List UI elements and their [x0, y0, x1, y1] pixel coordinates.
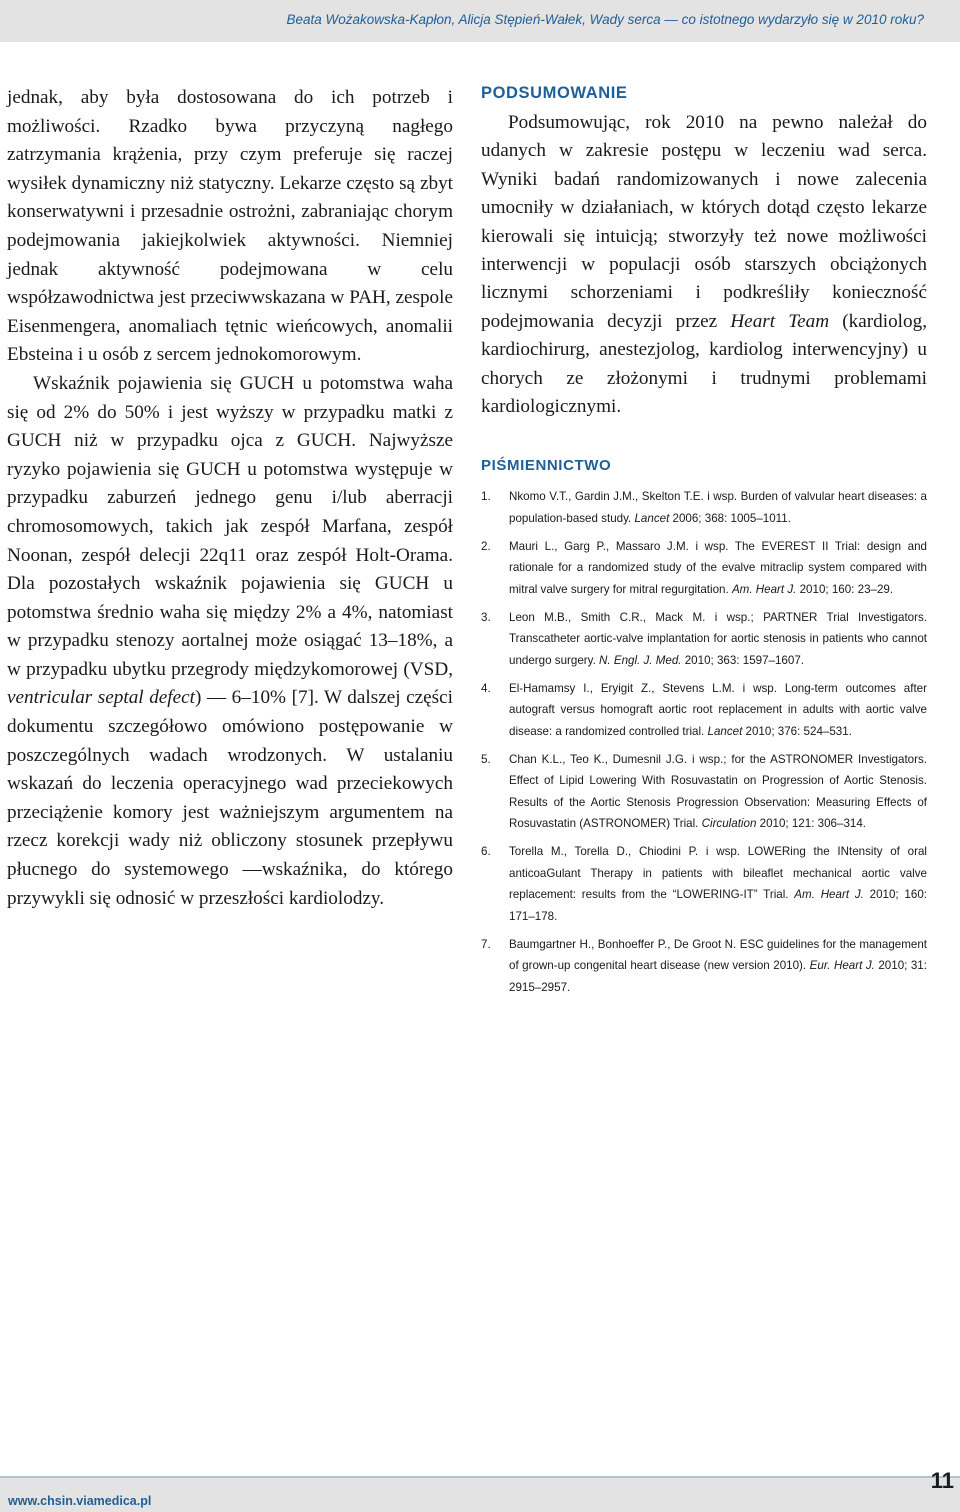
journal-name: Lancet [707, 724, 743, 738]
reference-item [481, 607, 927, 672]
reference-item [481, 678, 927, 743]
website-link[interactable]: www.chsin.viamedica.pl [8, 1494, 152, 1508]
reference-item [481, 841, 927, 927]
journal-name: Am. Heart J. [794, 888, 864, 902]
reference-text: Mauri L., Garg P., Massaro J.M. i wsp. The EVEREST II Trial: design and rationale for a randomized study of the evalve mitraclip system compared with mitral valve surgery for mitral regurgitation. [509, 539, 927, 596]
reference-citation: 2010; 160: 171–178. [509, 888, 927, 923]
footer-divider [0, 1476, 960, 1478]
reference-number: 6. [481, 845, 491, 859]
reference-number: 3. [481, 610, 491, 624]
reference-citation: 2010; 121: 306–314. [756, 817, 867, 831]
references-heading: PIŚMIENNICTWO [481, 457, 612, 475]
references-list [481, 486, 927, 998]
reference-citation: 2010; 160: 23–29. [796, 582, 894, 596]
reference-item [481, 749, 927, 835]
header-bar [0, 0, 960, 42]
reference-text: El-Hamamsy I., Eryigit Z., Stevens L.M. i wsp. Long-term outcomes after autograft versus homograft aortic root replacement in adults with aortic valve disease: a randomized controlled trial. [509, 681, 927, 738]
journal-name: Eur. Heart J. [809, 959, 875, 973]
body-text: Wskaźnik pojawienia się GUCH u potomstwa waha się od 2% do 50% i jest wyższy w przypadku matki z GUCH niż w przypadku ojca z GUCH. Najwyższe ryzyko pojawienia się GUCH u potomstwa występuje w przypadku zaburzeń jednego genu i/lub aberracji chromosomowych, takich jak zespół Marfana, zespół Noonan, zespół delecji 22q11 oraz zespół Holt-Orama. Dla pozostałych wskaźnik pojawienia się GUCH u potomstwa średnio waha się między 2% a 4%, natomiast w przypadku stenozy aortalnej może osiągać 13–18%, a w przypadku ubytku przegrody międzykomorowej (VSD, [7, 372, 453, 680]
body-text: ) — 6–10% [7]. W dalszej części dokumentu szczegółowo omówiono postępowanie w poszczególnych wadach wrodzonych. W ustalaniu wskazań do leczenia operacyjnego wad przeciekowych przeciążenie komory jest ważniejszym argumentem na rzecz korekcji wady niż obliczony stosunek przepływu płucnego do systemowego —wskaźnika, do którego przywykli się odnosić w przeszłości kardiolodzy. [7, 687, 453, 909]
italic-term: ventricular septal defect [7, 687, 195, 709]
summary-text: Podsumowując, rok 2010 na pewno należał do udanych w zakresie postępu w leczeniu wad serca. Wyniki badań randomizowanych i nowe zalecenia umocniły w działaniach, w których dotąd często lekarze kierowali się intuicją; stworzyły też nowe możliwości interwencji w populacji osób starszych obciążonych licznymi schorzeniami i podkreśliły konieczność podejmowania decyzji przez [481, 112, 927, 332]
reference-item [481, 536, 927, 601]
summary-heading: PODSUMOWANIE [481, 84, 628, 102]
journal-name: Am. Heart J. [731, 582, 797, 596]
reference-item [481, 486, 927, 529]
reference-text: Nkomo V.T., Gardin J.M., Skelton T.E. i wsp. Burden of valvular heart diseases: a population-based study. [509, 490, 927, 525]
reference-text: Chan K.L., Teo K., Dumesnil J.G. i wsp.; for the ASTRONOMER Investigators. Effect of Lipid Lowering With Rosuvastatin on Progression of Aortic Stenosis. Results of the Aortic Stenosis Progression Observation: Measuring Effects of Rosuvastatin (ASTRONOMER) Trial. [509, 752, 927, 831]
summary-text: (kardiolog, kardiochirurg, anestezjolog, kardiolog interwencyjny) u chorych ze złożonymi i trudnymi problemami kardiologicznymi. [481, 310, 927, 418]
reference-citation: 2006; 368: 1005–1011. [669, 511, 791, 525]
journal-name: Lancet [634, 511, 670, 525]
page-number: 11 [930, 1468, 954, 1493]
running-head: Beata Wożakowska-Kapłon, Alicja Stępień-Wałek, Wady serca — co istotnego wydarzyło się w 2010 roku? [286, 12, 924, 27]
reference-number: 4. [481, 681, 491, 695]
reference-number: 7. [481, 937, 491, 951]
summary-paragraph [481, 109, 927, 421]
right-column [481, 84, 927, 1005]
reference-text: Torella M., Torella D., Chiodini P. i wsp. LOWERing the INtensity of oral anticoaGulant Therapy in patients with bileaflet mechanical aortic valve replacement: results from the “LOWERING-IT” Trial. [509, 845, 927, 902]
reference-text: Baumgartner H., Bonhoeffer P., De Groot N. ESC guidelines for the management of grown-up congenital heart disease (new version 2010). [509, 937, 927, 973]
journal-name: Circulation [701, 817, 757, 831]
reference-item [481, 934, 927, 999]
reference-number: 1. [481, 490, 491, 504]
body-paragraph-2 [7, 370, 453, 913]
reference-number: 2. [481, 539, 491, 553]
left-column [7, 84, 453, 913]
body-paragraph-1: jednak, aby była dostosowana do ich potrzeb i możliwości. Rzadko bywa przyczyną nagłego zatrzymania krążenia, przy czym preferuje się raczej wysiłek dynamiczny niż statyczny. Lekarze często są zbyt konserwatywni i przesadnie ostrożni, zabraniając chorym podejmowania jakiejkolwiek aktywności. Niemniej jednak aktywność podejmowana w celu współzawodnictwa jest przeciwwskazana w PAH, zespole Eisenmengera, anomaliach tętnic wieńcowych, anomalii Ebsteina i u osób z sercem jednokomorowym. [7, 87, 453, 366]
journal-name: N. Engl. J. Med. [599, 653, 682, 667]
italic-term: Heart Team [730, 310, 830, 332]
reference-citation: 2010; 376: 524–531. [742, 724, 852, 738]
reference-number: 5. [481, 752, 491, 766]
reference-citation: 2010; 363: 1597–1607. [681, 653, 804, 667]
reference-text: Leon M.B., Smith C.R., Mack M. i wsp.; PARTNER Trial Investigators. Transcatheter aortic-valve implantation for aortic stenosis in patients who cannot undergo surgery. [509, 610, 927, 667]
reference-citation: 2010; 31: 2915–2957. [509, 959, 927, 994]
